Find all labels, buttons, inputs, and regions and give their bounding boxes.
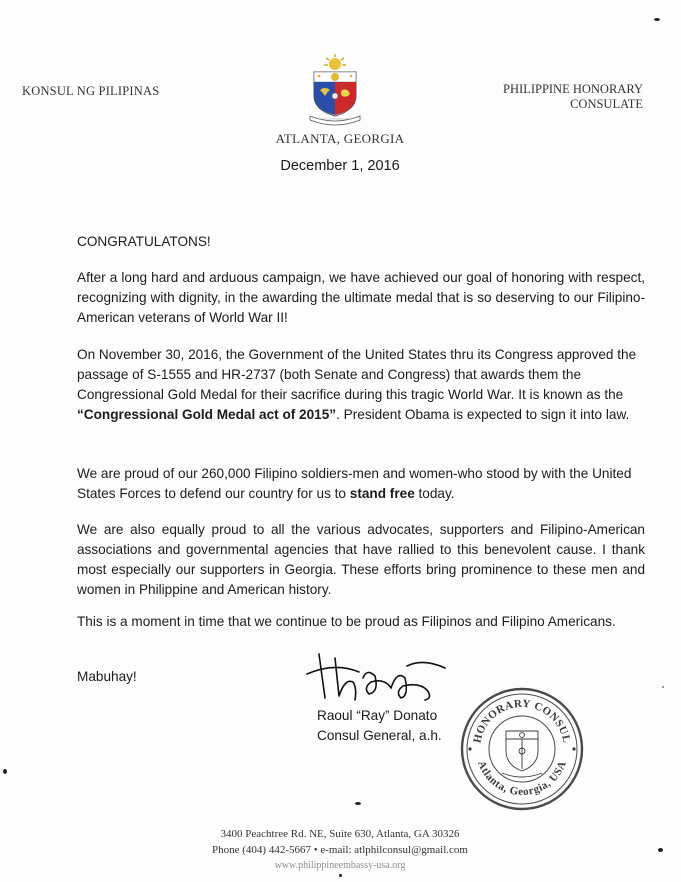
greeting: CONGRATULATONS! [77,234,211,249]
scan-speck [355,802,361,805]
scan-speck [339,874,342,877]
scan-speck [3,769,7,774]
paragraph-2 [77,345,645,425]
philippine-coat-of-arms-icon [302,52,368,126]
scan-speck [654,18,660,21]
signatory-name: Raoul “Ray” Donato [317,708,438,723]
paragraph-3 [77,464,645,504]
scan-speck [662,686,664,688]
scan-speck [658,848,663,852]
letter-date: December 1, 2016 [280,158,400,174]
paragraph-3-text-a: We are proud of our 260,000 Filipino soldiers-men and women-who stood by with the United States Forces to defend our country for us to [77,466,632,501]
header-left-text: KONSUL NG PILIPINAS [22,84,160,98]
footer [150,826,530,874]
footer-website: www.philippineembassy-usa.org [274,860,406,871]
handwritten-signature [305,648,455,708]
paragraph-3-text-b: today. [414,486,455,501]
paragraph-2-text-b: . President Obama is expected to sign it into law. [336,407,630,422]
header-right-text [463,82,643,112]
city-line: ATLANTA, GEORGIA [275,131,405,146]
footer-address: 3400 Peachtree Rd. NE, Suite 630, Atlanta, GA 30326 [220,828,460,840]
stamp-top-text: HONORARY CONSUL [471,697,573,745]
header-right-line1: PHILIPPINE HONORARY [503,82,643,96]
paragraph-2-text-a: On November 30, 2016, the Government of the United States thru its Congress approved the passage of S-1555 and HR-2737 (both Senate and Congress) that awards them the Congressional Gold Medal for their sacrifice during this tragic World War. It is known as the [77,347,637,402]
footer-contact: Phone (404) 442-5667 • e-mail: atlphilconsul@gmail.com [212,844,468,856]
stamp-bottom-text: Atlanta, Georgia, USA [475,759,569,799]
paragraph-5: This is a moment in time that we continue to be proud as Filipinos and Filipino Americans. [77,614,616,629]
paragraph-4: We are also equally proud to all the various advocates, supporters and Filipino-American associations and governmental agencies that have rallied to this benevolent cause. I thank most especially our supporters in Georgia. These efforts bring prominence to these men and women in Philippine and American history. [77,522,645,597]
header-right-line2: CONSULATE [570,97,643,111]
paragraph-1: After a long hard and arduous campaign, we have achieved our goal of honoring with respect, recognizing with dignity, in the awarding the ultimate medal that is so deserving to our Filipino-American veterans of World War II! [77,270,645,325]
paragraph-2-bold: “Congressional Gold Medal act of 2015” [77,407,337,422]
paragraph-3-bold: stand free [349,486,415,501]
sun-emblem [324,54,346,70]
honorary-consul-seal-icon [458,685,586,813]
closing: Mabuhay! [77,669,137,684]
signatory-title: Consul General, a.h. [317,728,442,743]
